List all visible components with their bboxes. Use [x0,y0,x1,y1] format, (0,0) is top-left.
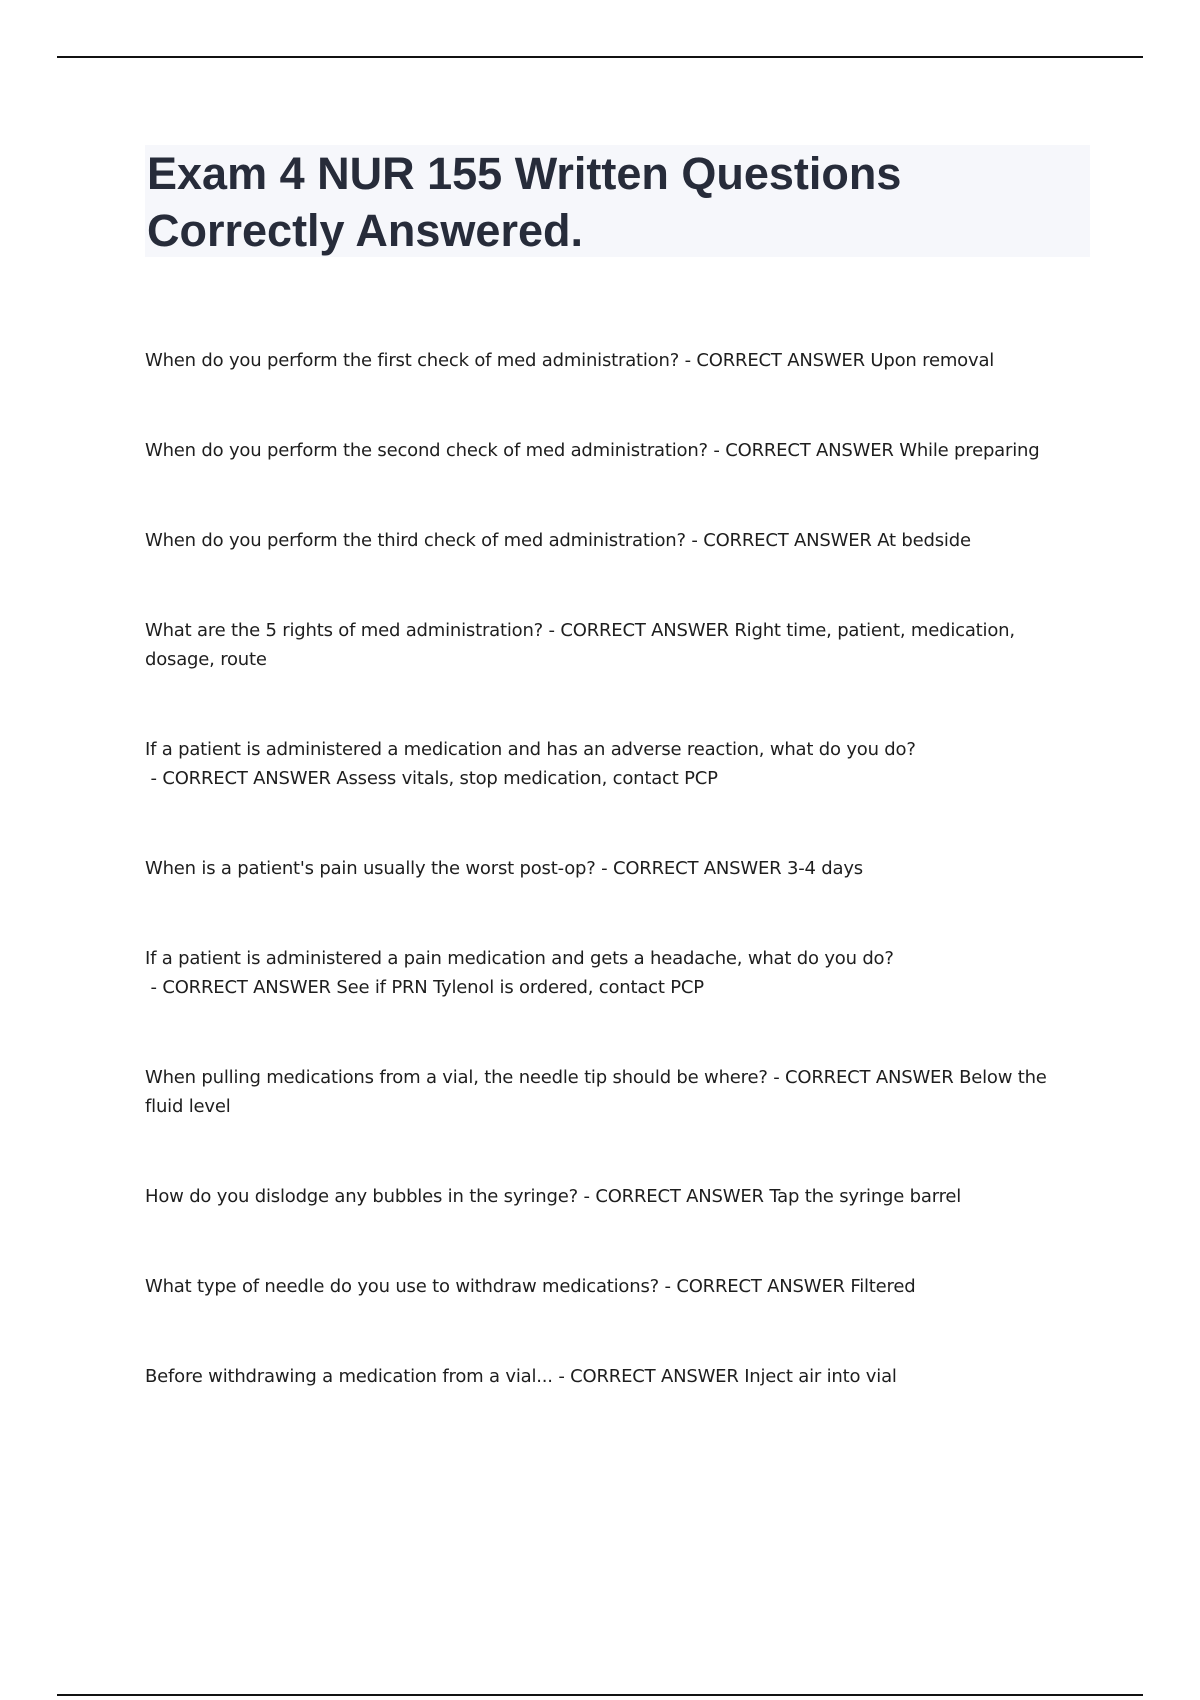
bottom-rule [57,1694,1143,1696]
question-text: How do you dislodge any bubbles in the syringe? [145,1186,578,1207]
answer-text: Below the fluid level [145,1067,1047,1117]
question-text: When pulling medications from a vial, the needle tip should be where? [145,1067,768,1088]
question-text: When do you perform the first check of med administration? [145,350,680,371]
question-text: What are the 5 rights of med administration? [145,620,544,641]
qa-list [145,346,1090,1452]
qa-item [145,1063,1090,1121]
qa-item [145,526,1090,555]
question-text: When is a patient's pain usually the worst post-op? [145,858,596,879]
answer-separator: - CORRECT ANSWER [145,977,337,998]
answer-separator: - CORRECT ANSWER [145,768,337,789]
qa-item [145,616,1090,674]
answer-separator: - CORRECT ANSWER [659,1276,851,1297]
title-banner [145,145,1090,257]
answer-text: Upon removal [870,350,995,371]
answer-separator: - CORRECT ANSWER [685,530,878,551]
question-text: Before withdrawing a medication from a vial... [145,1366,553,1387]
qa-item [145,735,1090,793]
answer-separator: - CORRECT ANSWER [707,440,900,461]
answer-text: While preparing [899,440,1040,461]
answer-text: Filtered [850,1276,916,1297]
question-text: If a patient is administered a pain medication and gets a headache, what do you do? [145,948,894,969]
question-text: When do you perform the third check of med administration? [145,530,686,551]
qa-item [145,1272,1090,1301]
answer-separator: - CORRECT ANSWER [577,1186,770,1207]
answer-separator: - CORRECT ANSWER [679,350,871,371]
qa-item [145,1182,1090,1211]
answer-text: 3-4 days [786,858,863,879]
answer-text: Tap the syringe barrel [769,1186,962,1207]
qa-item [145,854,1090,883]
answer-text: See if PRN Tylenol is ordered, contact PCP [336,977,704,998]
page-title: Exam 4 NUR 155 Written Questions Correctly Answered. [147,148,902,256]
answer-text: Right time, patient, medication, dosage, route [145,620,1015,670]
answer-text: Assess vitals, stop medication, contact PCP [336,768,718,789]
qa-item [145,944,1090,1002]
question-text: What type of needle do you use to withdraw medications? [145,1276,659,1297]
qa-item [145,346,1090,375]
qa-item [145,1362,1090,1391]
answer-separator: - CORRECT ANSWER [767,1067,960,1088]
answer-separator: - CORRECT ANSWER [552,1366,745,1387]
qa-item [145,436,1090,465]
answer-text: At bedside [877,530,971,551]
answer-text: Inject air into vial [744,1366,897,1387]
question-text: If a patient is administered a medication and has an adverse reaction, what do you do? [145,739,916,760]
top-rule [57,56,1143,58]
question-text: When do you perform the second check of med administration? [145,440,708,461]
answer-separator: - CORRECT ANSWER [543,620,735,641]
answer-separator: - CORRECT ANSWER [595,858,787,879]
